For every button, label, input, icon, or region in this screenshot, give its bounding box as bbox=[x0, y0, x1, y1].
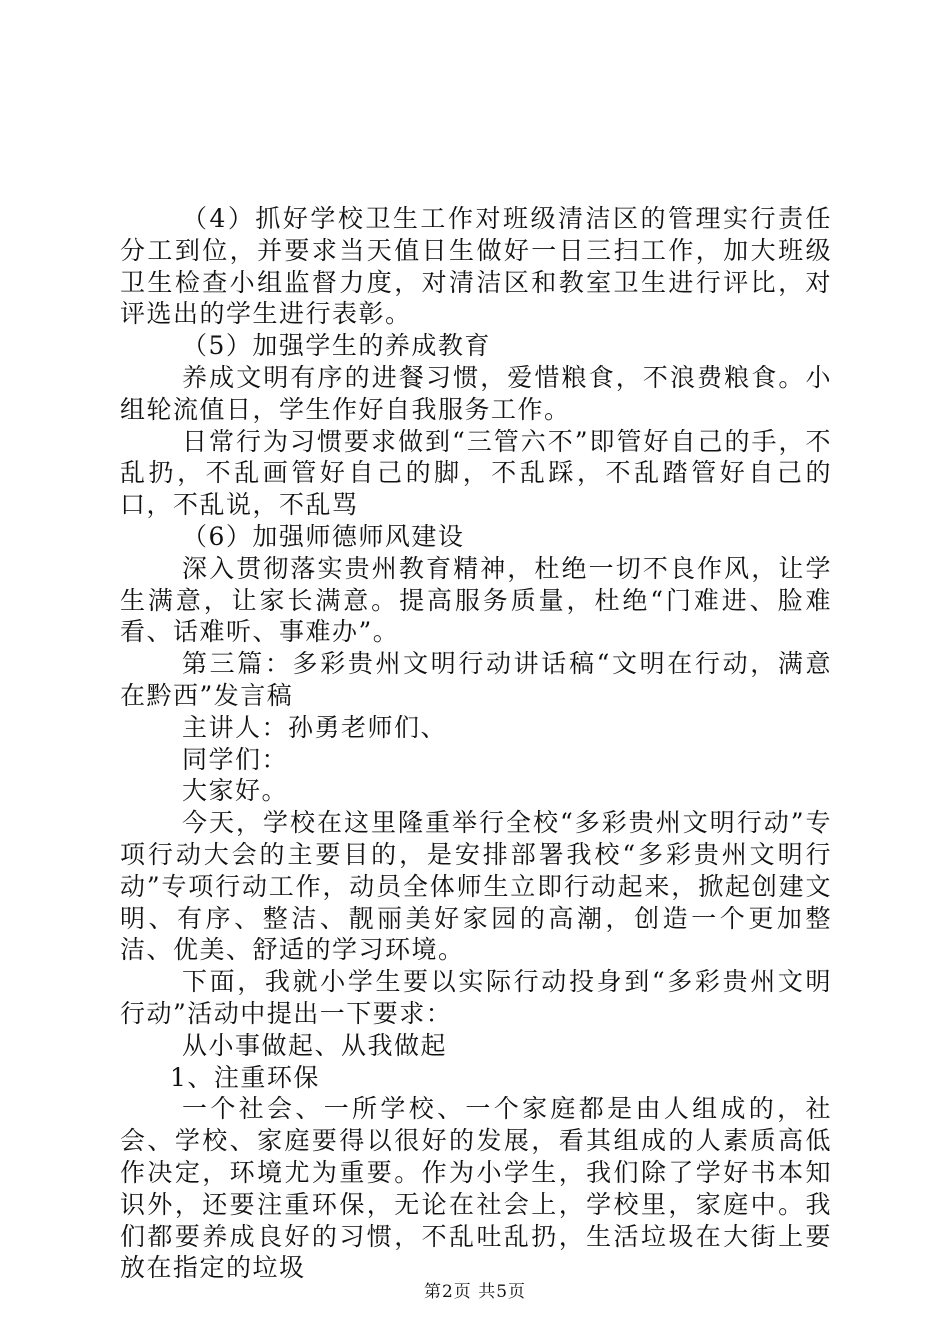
paragraph-teacher-ethics: 深入贯彻落实贵州教育精神，杜绝一切不良作风，让学生满意，让家长满意。提高服务质量，杜绝“门难进、脸难看、话难听、事难办”。 bbox=[120, 553, 832, 647]
speaker-line: 主讲人：孙勇老师们、 bbox=[182, 712, 448, 742]
paragraph-start-small: 从小事做起、从我做起 bbox=[182, 1030, 448, 1060]
greeting-everyone: 大家好。 bbox=[182, 776, 289, 806]
paragraph-requirements-intro: 下面，我就小学生要以实际行动投身到“多彩贵州文明行动”活动中提出一下要求： bbox=[120, 967, 832, 1028]
heading-teacher-ethics: （6）加强师德师风建设 bbox=[182, 521, 465, 551]
section-title-third-article: 第三篇：多彩贵州文明行动讲话稿“文明在行动，满意在黔西”发言稿 bbox=[120, 649, 832, 710]
heading-environmental: 1、注重环保 bbox=[170, 1062, 320, 1092]
paragraph-environmental: 一个社会、一所学校、一个家庭都是由人组成的，社会、学校、家庭要得以很好的发展，看其组成的人素质高低作决定，环境尤为重要。作为小学生，我们除了学好书本知识外，还要注重环保，无论在社会上，学校里，家庭中。我们都要养成良好的习惯，不乱吐乱扔，生活垃圾在大街上要放在指定的垃圾 bbox=[120, 1094, 832, 1283]
paragraph-hygiene-work: （4）抓好学校卫生工作对班级清洁区的管理实行责任分工到位，并要求当天值日生做好一日三扫工作，加大班级卫生检查小组监督力度，对清洁区和教室卫生进行评比，对评选出的学生进行表彰。 bbox=[120, 204, 832, 329]
document-body bbox=[120, 203, 832, 1284]
paragraph-dining-habits: 养成文明有序的进餐习惯，爱惜粮食，不浪费粮食。小组轮流值日，学生作好自我服务工作。 bbox=[120, 362, 832, 424]
paragraph-daily-behavior: 日常行为习惯要求做到“三管六不”即管好自己的手，不乱扔，不乱画管好自己的脚，不乱踩，不乱踏管好自己的口，不乱说，不乱骂 bbox=[120, 426, 832, 520]
heading-habit-education: （5）加强学生的养成教育 bbox=[182, 331, 491, 361]
greeting-students: 同学们： bbox=[182, 744, 289, 774]
page-number-footer: 第2页 共5页 bbox=[423, 1282, 527, 1302]
paragraph-meeting-purpose: 今天，学校在这里隆重举行全校“多彩贵州文明行动”专项行动大会的主要目的，是安排部署我校“多彩贵州文明行动”专项行动工作，动员全体师生立即行动起来，掀起创建文明、有序、整洁、靓丽美好家园的高潮，创造一个更加整洁、优美、舒适的学习环境。 bbox=[120, 808, 832, 965]
